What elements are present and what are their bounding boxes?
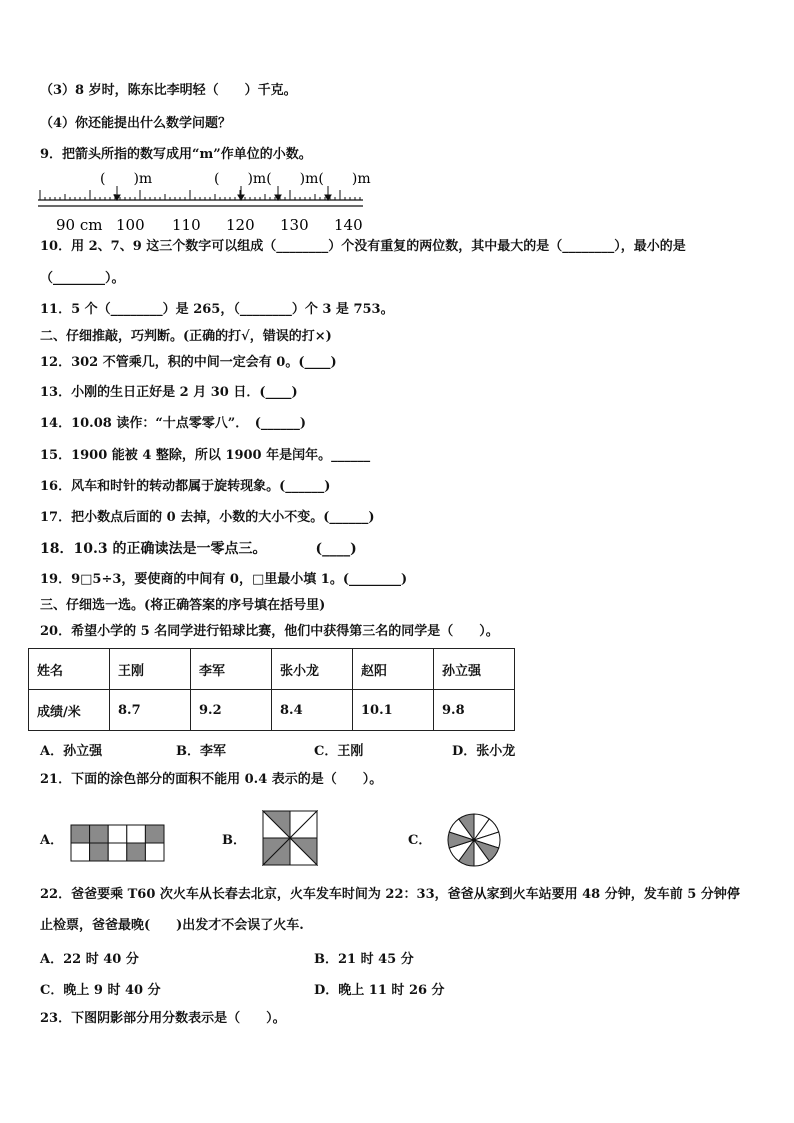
section-2-heading: 二、仔细推敲，巧判断。(正确的打√，错误的打×) <box>40 329 332 344</box>
q16-text: 16．风车和时针的转动都属于旋转现象。(______) <box>40 479 331 494</box>
ruler-tick-110: 110 <box>172 216 201 234</box>
table-cell: 姓名 <box>29 649 110 690</box>
q14-text: 14．10.08 读作：“十点零零八”． (______) <box>40 416 307 431</box>
q13-text: 13．小刚的生日正好是 2 月 30 日．(____) <box>40 385 298 400</box>
table-cell: 张小龙 <box>272 649 353 690</box>
q22-option-c: C．晚上 9 时 40 分 <box>40 983 161 998</box>
q22-option-d: D．晚上 11 时 26 分 <box>314 983 445 998</box>
q20-option-b: B．李军 <box>176 744 226 759</box>
q8-part4: （4）你还能提出什么数学问题？ <box>40 116 232 131</box>
grid-cell <box>90 825 109 843</box>
table-cell: 李军 <box>191 649 272 690</box>
ruler-diagram <box>38 164 378 236</box>
ruler-blank-2: ( )m( )m( )m <box>214 171 371 187</box>
table-cell: 8.4 <box>272 690 353 731</box>
q22-option-a: A．22 时 40 分 <box>40 952 139 967</box>
ruler-tick-140: 140 <box>334 216 363 234</box>
ruler-tick-130: 130 <box>280 216 309 234</box>
q20-option-c: C．王刚 <box>314 744 364 759</box>
q17-text: 17．把小数点后面的 0 去掉，小数的大小不变。(______) <box>40 510 375 525</box>
q9-text: 9．把箭头所指的数写成用“m”作单位的小数。 <box>40 147 312 162</box>
q21-option-a: A． <box>40 833 64 848</box>
q21-circle-figure <box>446 812 502 868</box>
ruler-tick-90: 90 cm <box>56 216 103 234</box>
grid-cell <box>145 843 164 861</box>
ruler-blank-1: ( )m <box>100 171 153 187</box>
grid-cell <box>90 843 109 861</box>
table-cell: 赵阳 <box>353 649 434 690</box>
ruler-arrows <box>114 186 331 200</box>
table-cell: 8.7 <box>110 690 191 731</box>
q21-option-c: C． <box>408 833 432 848</box>
grid-cell <box>108 843 127 861</box>
table-cell: 王刚 <box>110 649 191 690</box>
q11-text: 11．5 个（________）是 265，（________）个 3 是 753。 <box>40 302 394 317</box>
q21-text: 21．下面的涂色部分的面积不能用 0.4 表示的是（ ）。 <box>40 772 383 787</box>
q22-text-b: 止检票，爸爸最晚( )出发才不会误了火车. <box>40 918 304 933</box>
grid-cell <box>127 843 146 861</box>
table-row <box>29 649 515 690</box>
q20-option-d: D．张小龙 <box>452 744 516 759</box>
ruler-tick-100: 100 <box>116 216 145 234</box>
q10-text-a: 10．用 2、7、9 这三个数字可以组成（________）个没有重复的两位数，其中最大的是（________），最小的是 <box>40 239 686 254</box>
q21-grid-figure <box>70 824 166 862</box>
grid-cell <box>71 825 90 843</box>
q20-text: 20．希望小学的 5 名同学进行铅球比赛，他们中获得第三名的同学是（ ）。 <box>40 624 499 639</box>
table-cell: 10.1 <box>353 690 434 731</box>
table-cell: 孙立强 <box>434 649 515 690</box>
q21-square-figure <box>262 810 318 866</box>
q8-part3: （3）8 岁时，陈东比李明轻（ ）千克。 <box>40 83 297 98</box>
table-cell: 成绩/米 <box>29 690 110 731</box>
grid-cell <box>145 825 164 843</box>
q22-option-b: B．21 时 45 分 <box>314 952 414 967</box>
q20-score-table <box>28 648 515 731</box>
q21-option-b: B． <box>222 833 246 848</box>
grid-cell <box>108 825 127 843</box>
table-cell: 9.2 <box>191 690 272 731</box>
q18-text: 18．10.3 的正确读法是一零点三。 (____) <box>40 541 357 557</box>
ruler-tick-120: 120 <box>226 216 255 234</box>
grid-cell <box>71 843 90 861</box>
table-row <box>29 690 515 731</box>
table-cell: 9.8 <box>434 690 515 731</box>
q19-text: 19．9□5÷3，要使商的中间有 0，□里最小填 1。(________) <box>40 572 408 587</box>
section-3-heading: 三、仔细选一选。(将正确答案的序号填在括号里) <box>40 598 326 613</box>
q10-text-b: （________）。 <box>40 271 125 286</box>
q22-text-a: 22．爸爸要乘 T60 次火车从长春去北京，火车发车时间为 22：33，爸爸从家到火车站要用 48 分钟，发车前 5 分钟停 <box>40 887 740 902</box>
q20-option-a: A．孙立强 <box>40 744 103 759</box>
grid-cell <box>127 825 146 843</box>
q23-text: 23．下图阴影部分用分数表示是（ ）。 <box>40 1011 286 1026</box>
q15-text: 15．1900 能被 4 整除，所以 1900 年是闰年。______ <box>40 448 371 463</box>
q12-text: 12．302 不管乘几，积的中间一定会有 0。(____) <box>40 355 337 370</box>
